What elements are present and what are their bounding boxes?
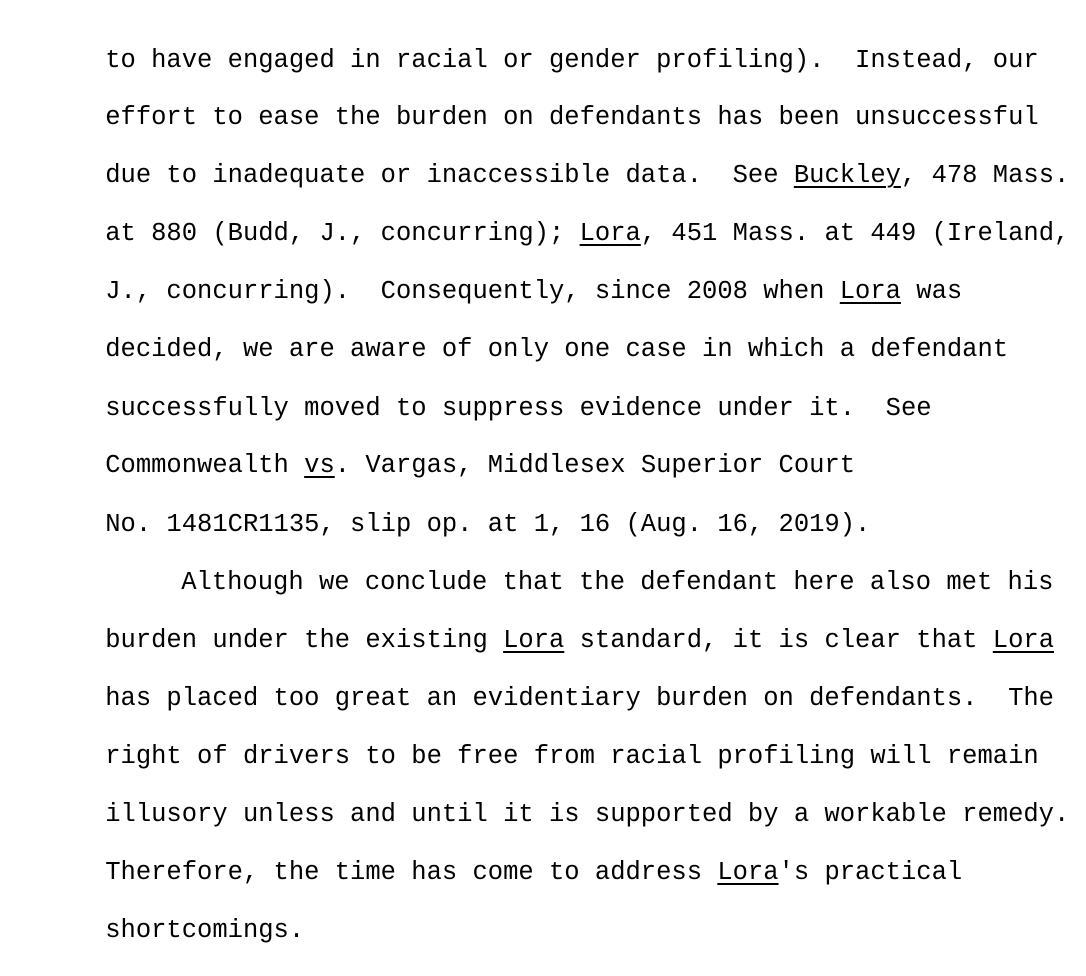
case-citation-lora: Lora <box>992 626 1055 655</box>
text-run: , 478 Mass. <box>900 161 1070 190</box>
text-line <box>44 73 1039 132</box>
text-run: standard, it is clear that <box>564 626 993 655</box>
case-citation-lora: Lora <box>503 626 565 655</box>
text-line <box>44 828 963 887</box>
text-run: has placed too great an evidentiary burden on defendants. The <box>105 684 1054 713</box>
case-citation-lora: Lora <box>579 219 641 248</box>
text-run: due to inadequate or inaccessible data. See <box>105 161 794 190</box>
document-page <box>44 0 1074 970</box>
text-line <box>44 189 1070 248</box>
text-run: shortcomings. <box>105 916 305 945</box>
text-run: was <box>900 277 963 306</box>
text-line <box>44 596 1055 655</box>
text-run: illusory unless and until it is supported by a workable remedy. <box>105 800 1070 829</box>
text-run: Although we conclude that the defendant here also met his <box>181 568 1054 597</box>
text-line <box>44 712 1039 771</box>
text-run: decided, we are aware of only one case in which a defendant <box>105 335 1009 364</box>
text-run: effort to ease the burden on defendants has been unsuccessful <box>105 103 1039 132</box>
text-line <box>44 654 1054 713</box>
underlined-vs: vs <box>304 451 335 480</box>
text-run: No. 1481CR1135, slip op. at 1, 16 (Aug. 16, 2019). <box>105 510 871 539</box>
text-run: , 451 Mass. at 449 (Ireland, <box>640 219 1070 248</box>
text-run: Commonwealth <box>105 451 305 480</box>
text-line <box>44 364 932 423</box>
text-run: successfully moved to suppress evidence under it. See <box>105 394 932 423</box>
text-line <box>44 886 305 945</box>
case-citation-buckley: Buckley <box>793 161 901 190</box>
case-citation-lora: Lora <box>717 858 779 887</box>
text-run: at 880 (Budd, J., concurring); <box>105 219 580 248</box>
text-run: burden under the existing <box>105 626 504 655</box>
text-run: . Vargas, Middlesex Superior Court <box>334 451 856 480</box>
text-run: Therefore, the time has come to address <box>105 858 718 887</box>
text-line <box>44 421 856 480</box>
text-line <box>44 305 1009 364</box>
text-run: to have engaged in racial or gender profiling). Instead, our <box>105 46 1039 75</box>
text-line <box>44 16 1039 75</box>
text-run: right of drivers to be free from racial profiling will remain <box>105 742 1039 771</box>
text-line <box>44 247 963 306</box>
case-citation-lora: Lora <box>839 277 901 306</box>
text-line <box>44 770 1070 829</box>
text-line <box>44 131 1070 190</box>
text-run: 's practical <box>778 858 963 887</box>
text-run: J., concurring). Consequently, since 2008 when <box>105 277 840 306</box>
text-line <box>120 538 1054 597</box>
text-line <box>44 480 871 539</box>
